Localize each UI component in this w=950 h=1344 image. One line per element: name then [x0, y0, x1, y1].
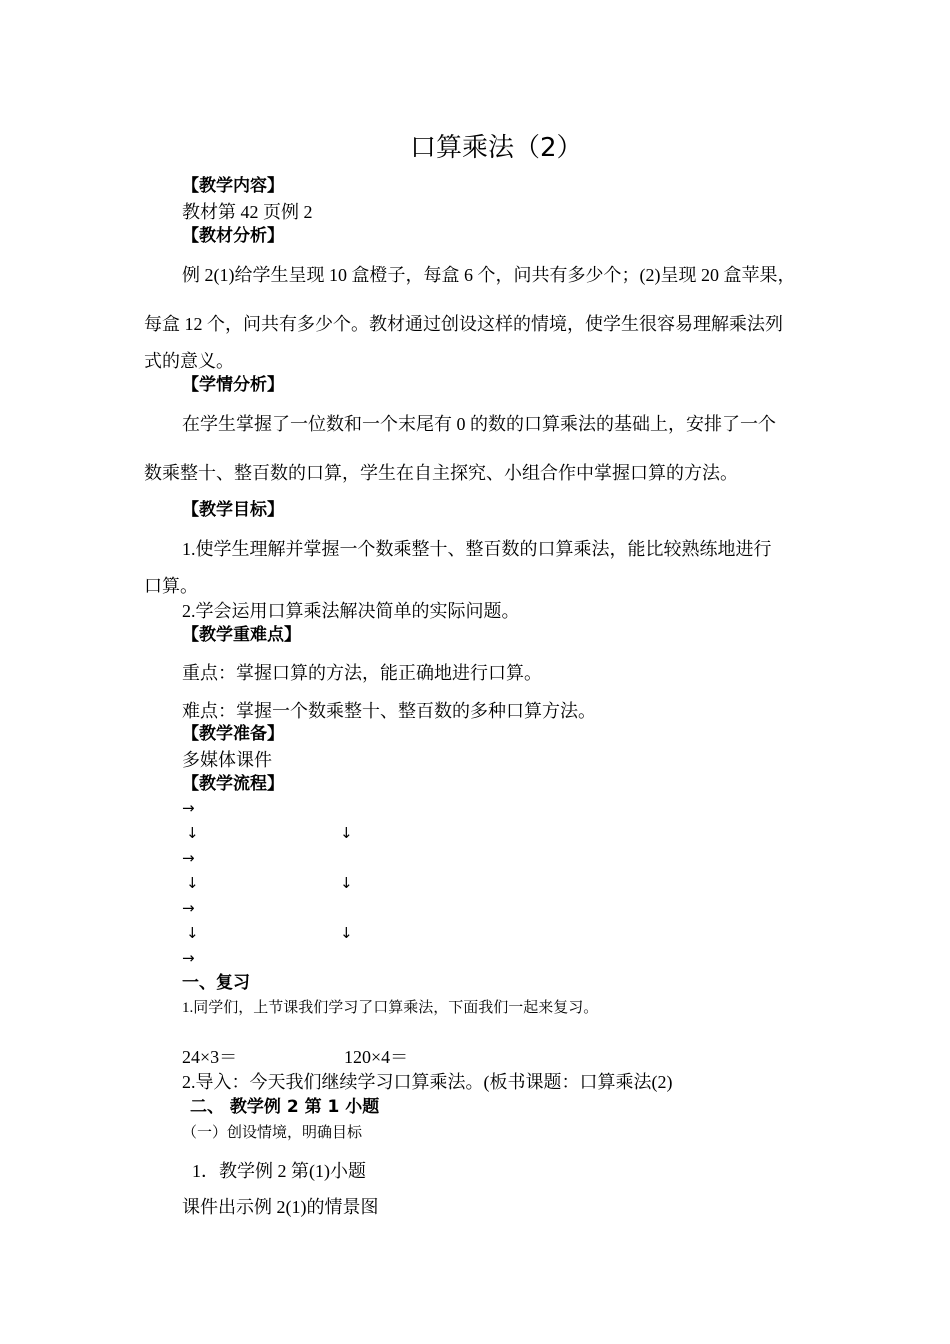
analysis-heading: 【教材分析】: [182, 226, 284, 246]
key-point: 重点：掌握口算的方法，能正确地进行口算。: [182, 663, 542, 683]
review-lead-in: 2.导入：今天我们继续学习口算乘法。(板书课题：口算乘法(2): [182, 1072, 673, 1092]
goal-1-line-2: 口算。: [144, 576, 198, 596]
prep-text: 多媒体课件: [182, 750, 272, 770]
goal-2: 2.学会运用口算乘法解决简单的实际问题。: [182, 601, 520, 621]
learner-line-1: 在学生掌握了一位数和一个末尾有 0 的数的口算乘法的基础上，安排了一个: [182, 414, 776, 434]
review-expression-1: 24×3＝: [182, 1047, 238, 1067]
prep-heading: 【教学准备】: [182, 724, 284, 744]
flow-down-arrow-1b: ↓: [340, 824, 353, 842]
difficult-point: 难点：掌握一个数乘整十、整百数的多种口算方法。: [182, 701, 596, 721]
content-text: 教材第 42 页例 2: [182, 202, 313, 222]
flow-right-arrow-4: →: [182, 949, 195, 967]
flow-right-arrow-1: →: [182, 799, 195, 817]
flow-down-arrow-1a: ↓: [186, 824, 199, 842]
analysis-line-2: 每盒 12 个，问共有多少个。教材通过创设这样的情境，使学生很容易理解乘法列: [144, 314, 783, 334]
part-2-subheading: （一）创设情境，明确目标: [182, 1125, 363, 1141]
part-2-heading: 二、 教学例 2 第 1 小题: [190, 1097, 380, 1117]
review-intro: 1.同学们，上节课我们学习了口算乘法，下面我们一起来复习。: [182, 1000, 599, 1016]
review-expression-2: 120×4＝: [344, 1047, 409, 1067]
page-title: 口算乘法（2）: [410, 133, 583, 163]
flow-heading: 【教学流程】: [182, 774, 284, 794]
flow-down-arrow-2a: ↓: [186, 874, 199, 892]
flow-down-arrow-3b: ↓: [340, 924, 353, 942]
goals-heading: 【教学目标】: [182, 500, 284, 520]
learner-heading: 【学情分析】: [182, 375, 284, 395]
flow-right-arrow-2: →: [182, 849, 195, 867]
flow-right-arrow-3: →: [182, 899, 195, 917]
flow-down-arrow-3a: ↓: [186, 924, 199, 942]
part-2-item-1-text: 课件出示例 2(1)的情景图: [182, 1197, 379, 1217]
part-2-item-1: 1．教学例 2 第(1)小题: [192, 1161, 366, 1181]
learner-line-2: 数乘整十、整百数的口算，学生在自主探究、小组合作中掌握口算的方法。: [144, 463, 738, 483]
analysis-line-1: 例 2(1)给学生呈现 10 盒橙子，每盒 6 个，问共有多少个；(2)呈现 20 盒苹果，: [182, 265, 796, 285]
goal-1-line-1: 1.使学生理解并掌握一个数乘整十、整百数的口算乘法，能比较熟练地进行: [182, 539, 772, 559]
flow-down-arrow-2b: ↓: [340, 874, 353, 892]
analysis-line-3: 式的意义。: [144, 351, 234, 371]
review-heading: 一、复习: [182, 973, 250, 993]
key-heading: 【教学重难点】: [182, 625, 301, 645]
content-heading: 【教学内容】: [182, 176, 284, 196]
